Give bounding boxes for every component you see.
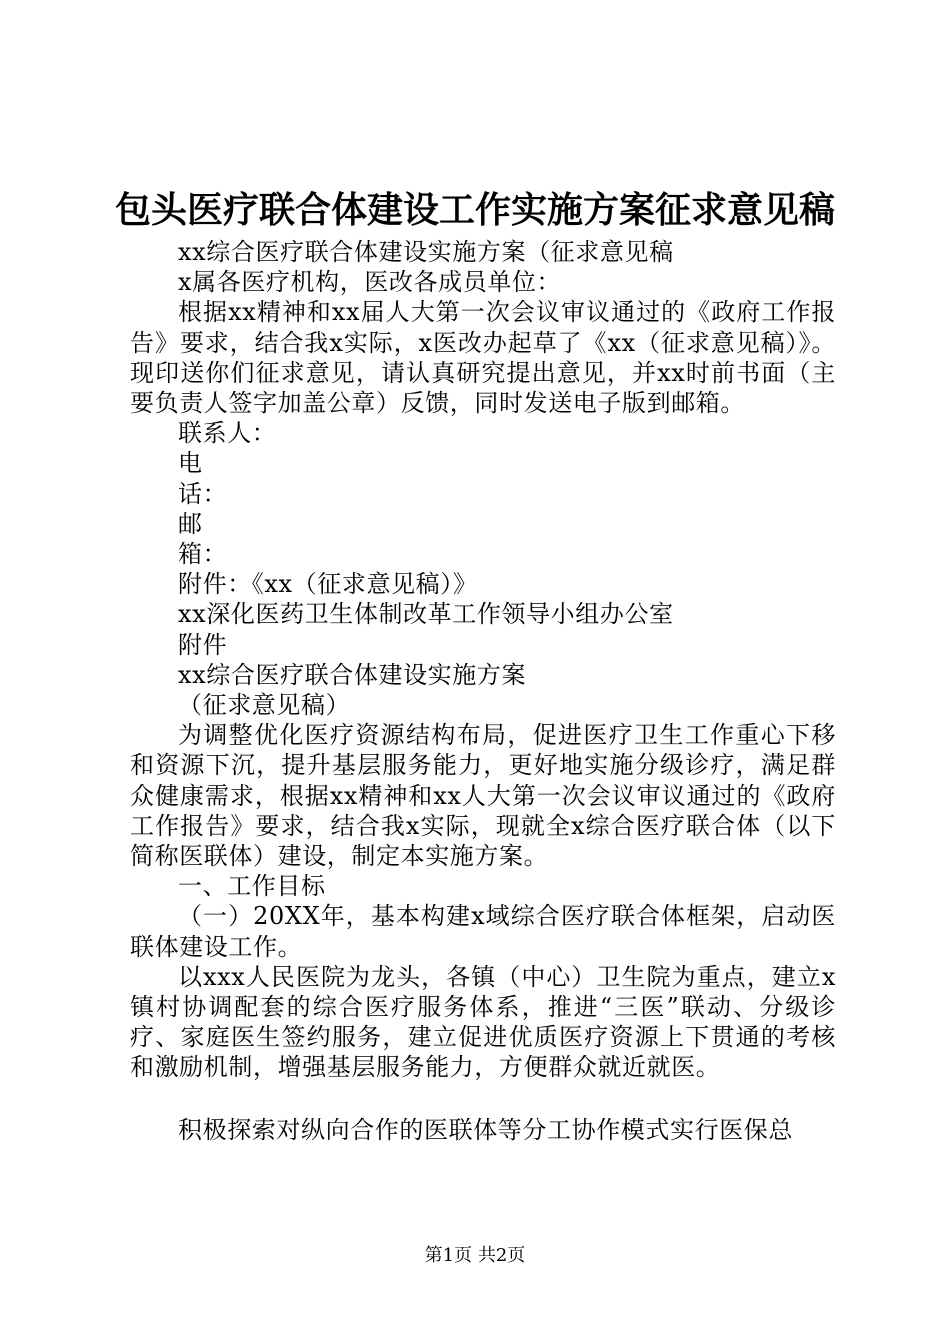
paragraph: 话： (178, 479, 228, 508)
document-title: 包头医疗联合体建设工作实施方案征求意见稿 (114, 189, 835, 231)
paragraph: 箱： (178, 540, 228, 569)
paragraph: 为调整优化医疗资源结构布局，促进医疗卫生工作重心下移和资源下沉，提升基层服务能力，更好地实施分级诊疗，满足群众健康需求，根据xx精神和xx人大第一次会议审议通过的《政府工作报告》要求，结合我x实际，现就全x综合医疗联合体（以下简称医联体）建设，制定本实施方案。 (130, 721, 836, 871)
section-heading: 一、工作目标 (178, 872, 326, 901)
paragraph: x属各医疗机构，医改各成员单位： (178, 268, 562, 297)
paragraph: 邮 (178, 509, 203, 538)
paragraph: 附件 (178, 630, 228, 659)
paragraph: （征求意见稿） (178, 691, 351, 720)
page-footer: 第1页 共2页 (424, 1245, 526, 1266)
paragraph: xx综合医疗联合体建设实施方案 (178, 660, 527, 689)
paragraph: 附件：《xx（征求意见稿）》 (178, 570, 478, 599)
paragraph: 积极探索对纵向合作的医联体等分工协作模式实行医保总 (178, 1115, 793, 1144)
paragraph: 根据xx精神和xx届人大第一次会议审议通过的《政府工作报告》要求，结合我x实际，x医改办起草了《xx（征求意见稿）》。现印送你们征求意见，请认真研究提出意见，并xx时前书面（主要负责人签字加盖公章）反馈，同时发送电子版到邮箱。 (130, 298, 836, 418)
paragraph: 以xxx人民医院为龙头，各镇（中心）卫生院为重点，建立x镇村协调配套的综合医疗服务体系，推进“三医”联动、分级诊疗、家庭医生签约服务，建立促进优质医疗资源上下贯通的考核和激励机制，增强基层服务能力，方便群众就近就医。 (130, 962, 836, 1082)
paragraph: xx综合医疗联合体建设实施方案（征求意见稿 (178, 238, 674, 266)
document-body (130, 237, 836, 1145)
paragraph: 电 (178, 449, 203, 478)
paragraph: 联系人： (178, 419, 277, 448)
paragraph: （一）20XX年，基本构建x域综合医疗联合体框架，启动医联体建设工作。 (130, 902, 836, 961)
paragraph: xx深化医药卫生体制改革工作领导小组办公室 (178, 600, 674, 629)
